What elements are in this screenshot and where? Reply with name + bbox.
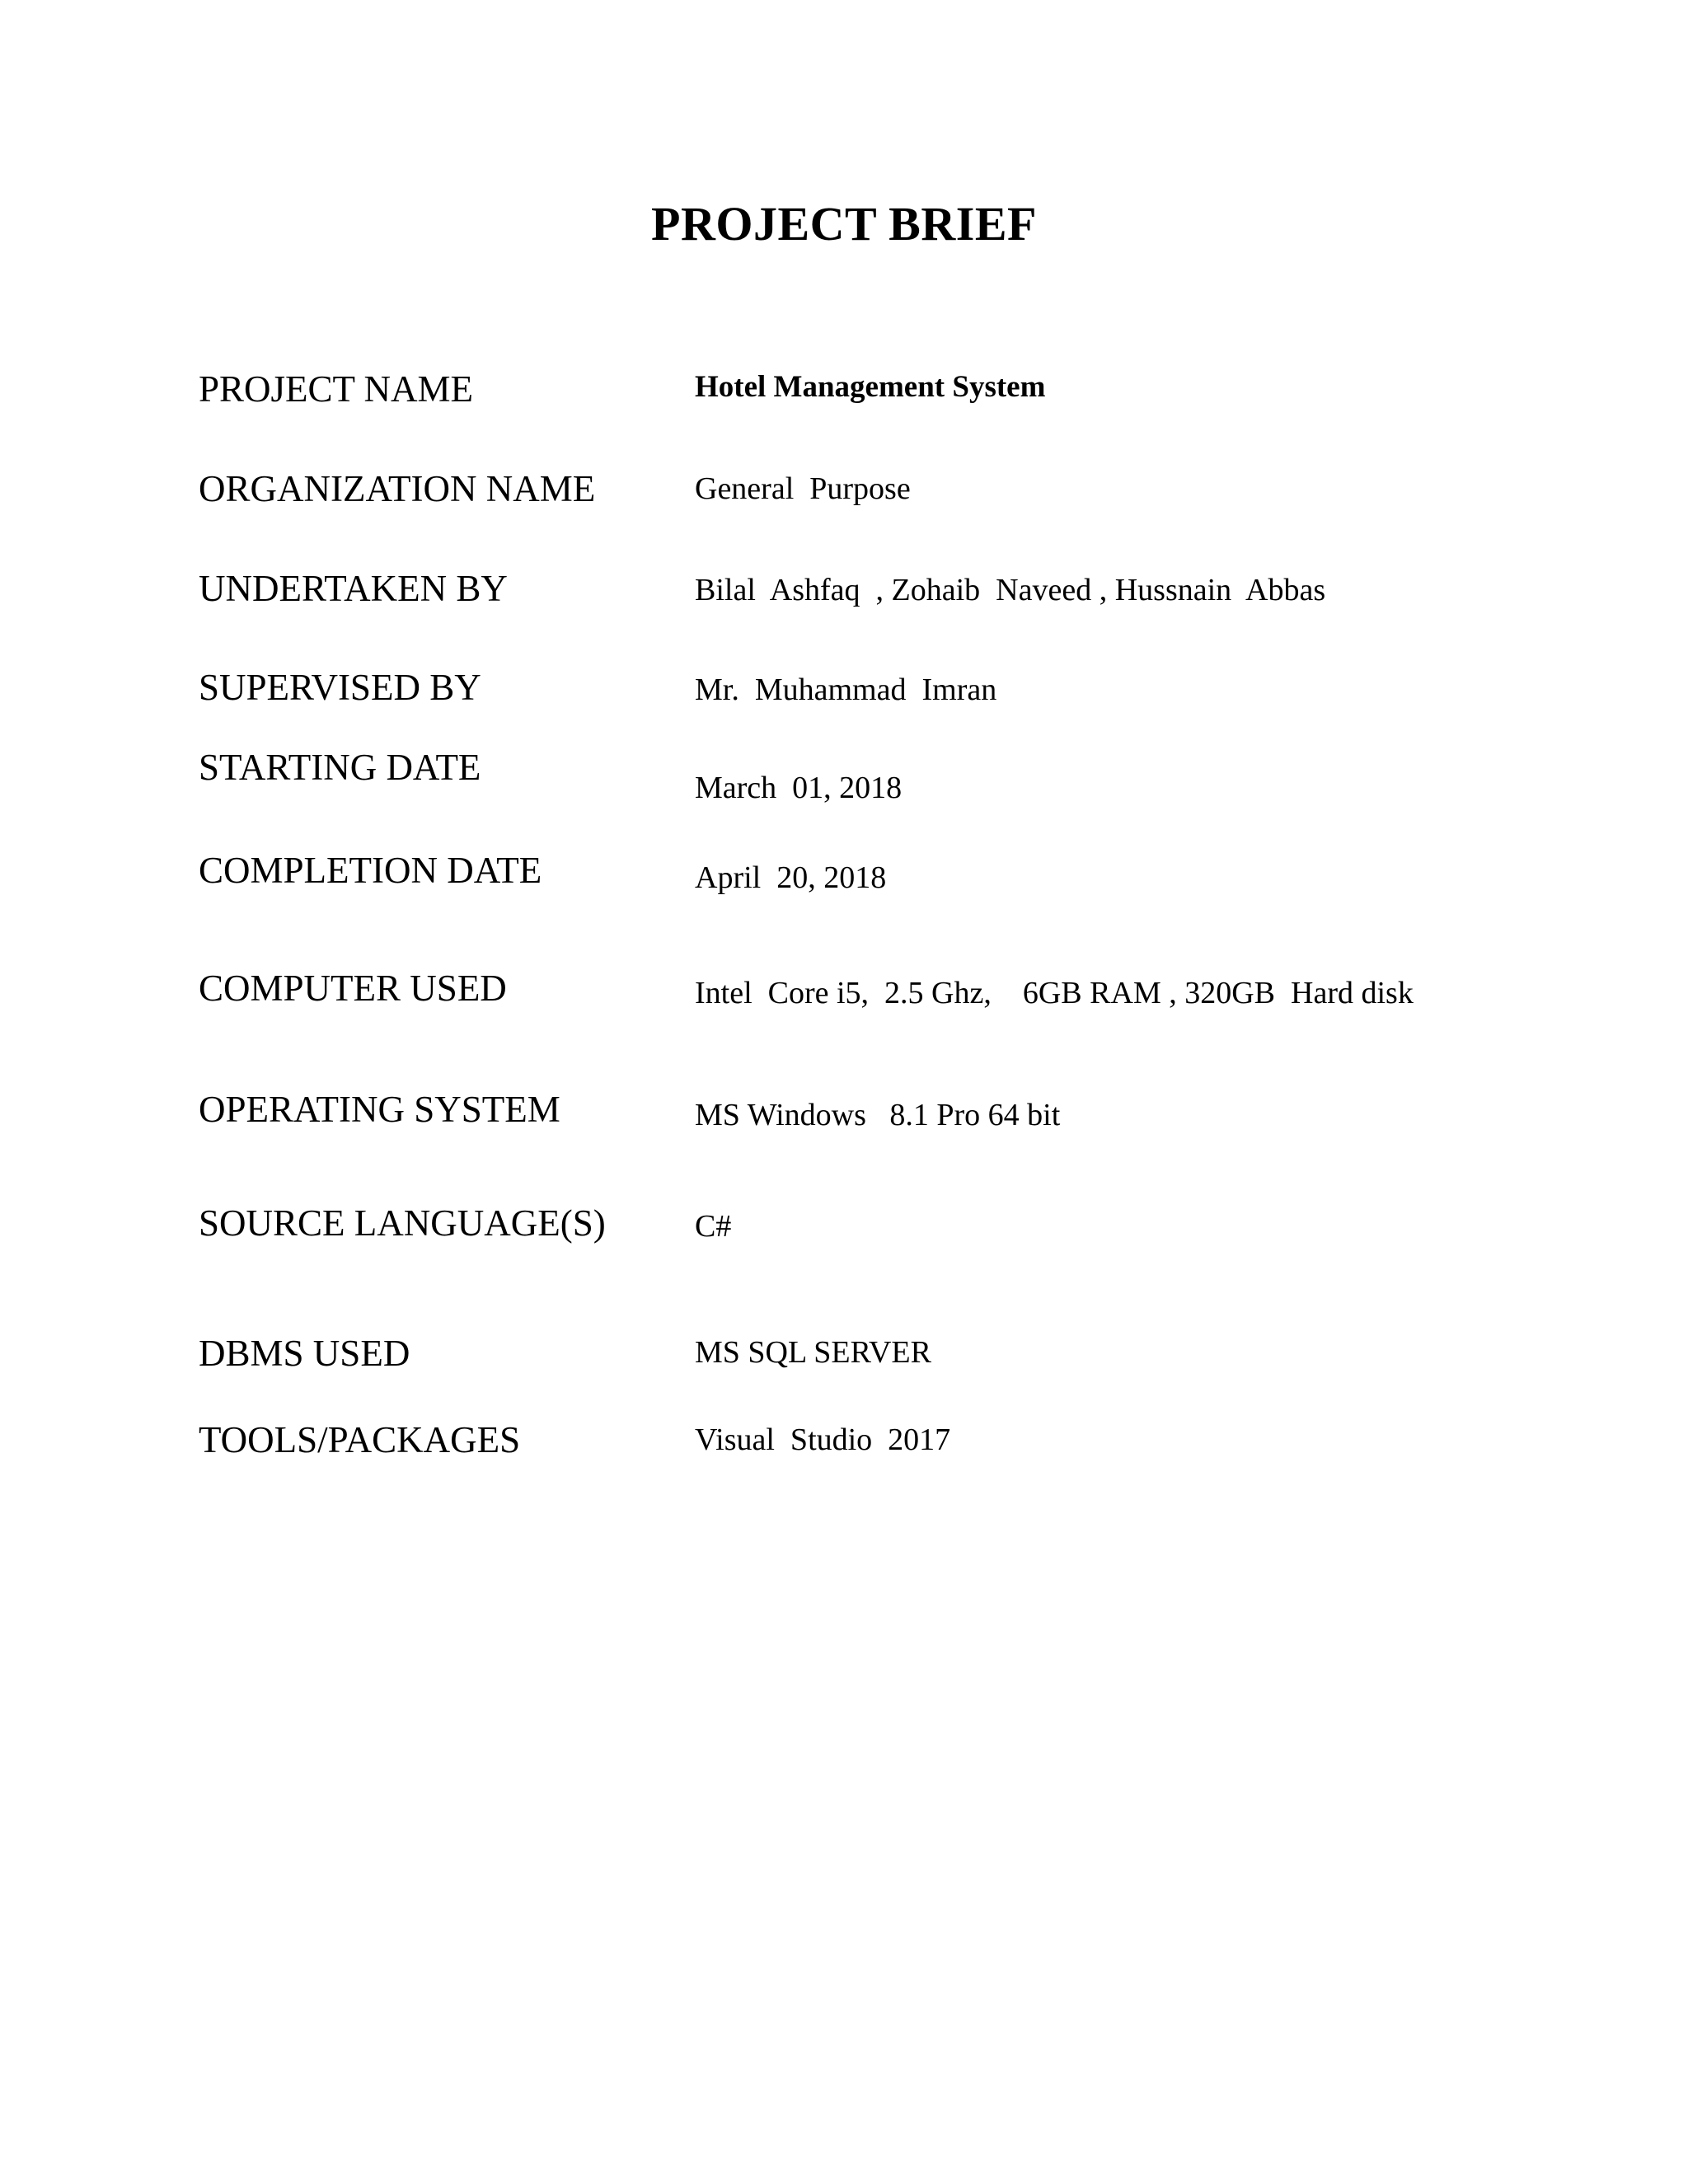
label-starting-date: STARTING DATE	[199, 747, 481, 788]
label-project-name: PROJECT NAME	[199, 368, 473, 410]
page-title: PROJECT BRIEF	[651, 197, 1037, 251]
label-organization-name: ORGANIZATION NAME	[199, 468, 596, 509]
label-undertaken-by: UNDERTAKEN BY	[199, 568, 508, 609]
label-dbms-used: DBMS USED	[199, 1333, 410, 1374]
label-completion-date: COMPLETION DATE	[199, 850, 542, 891]
value-tools-packages: Visual Studio 2017	[695, 1422, 951, 1457]
value-operating-system: MS Windows 8.1 Pro 64 bit	[695, 1098, 1061, 1132]
value-project-name: Hotel Management System	[695, 370, 1046, 404]
value-source-languages: C#	[695, 1209, 732, 1244]
label-supervised-by: SUPERVISED BY	[199, 667, 481, 708]
label-source-languages: SOURCE LANGUAGE(S)	[199, 1202, 606, 1244]
value-dbms-used: MS SQL SERVER	[695, 1335, 931, 1370]
value-starting-date: March 01, 2018	[695, 771, 903, 805]
value-organization-name: General Purpose	[695, 471, 911, 506]
value-undertaken-by: Bilal Ashfaq , Zohaib Naveed , Hussnain Abbas	[695, 573, 1326, 607]
label-tools-packages: TOOLS/PACKAGES	[199, 1419, 521, 1460]
label-operating-system: OPERATING SYSTEM	[199, 1089, 560, 1130]
label-computer-used: COMPUTER USED	[199, 968, 507, 1009]
value-supervised-by: Mr. Muhammad Imran	[695, 673, 997, 707]
value-completion-date: April 20, 2018	[695, 860, 887, 895]
value-computer-used: Intel Core i5, 2.5 Ghz, 6GB RAM , 320GB Hard disk	[695, 976, 1414, 1010]
